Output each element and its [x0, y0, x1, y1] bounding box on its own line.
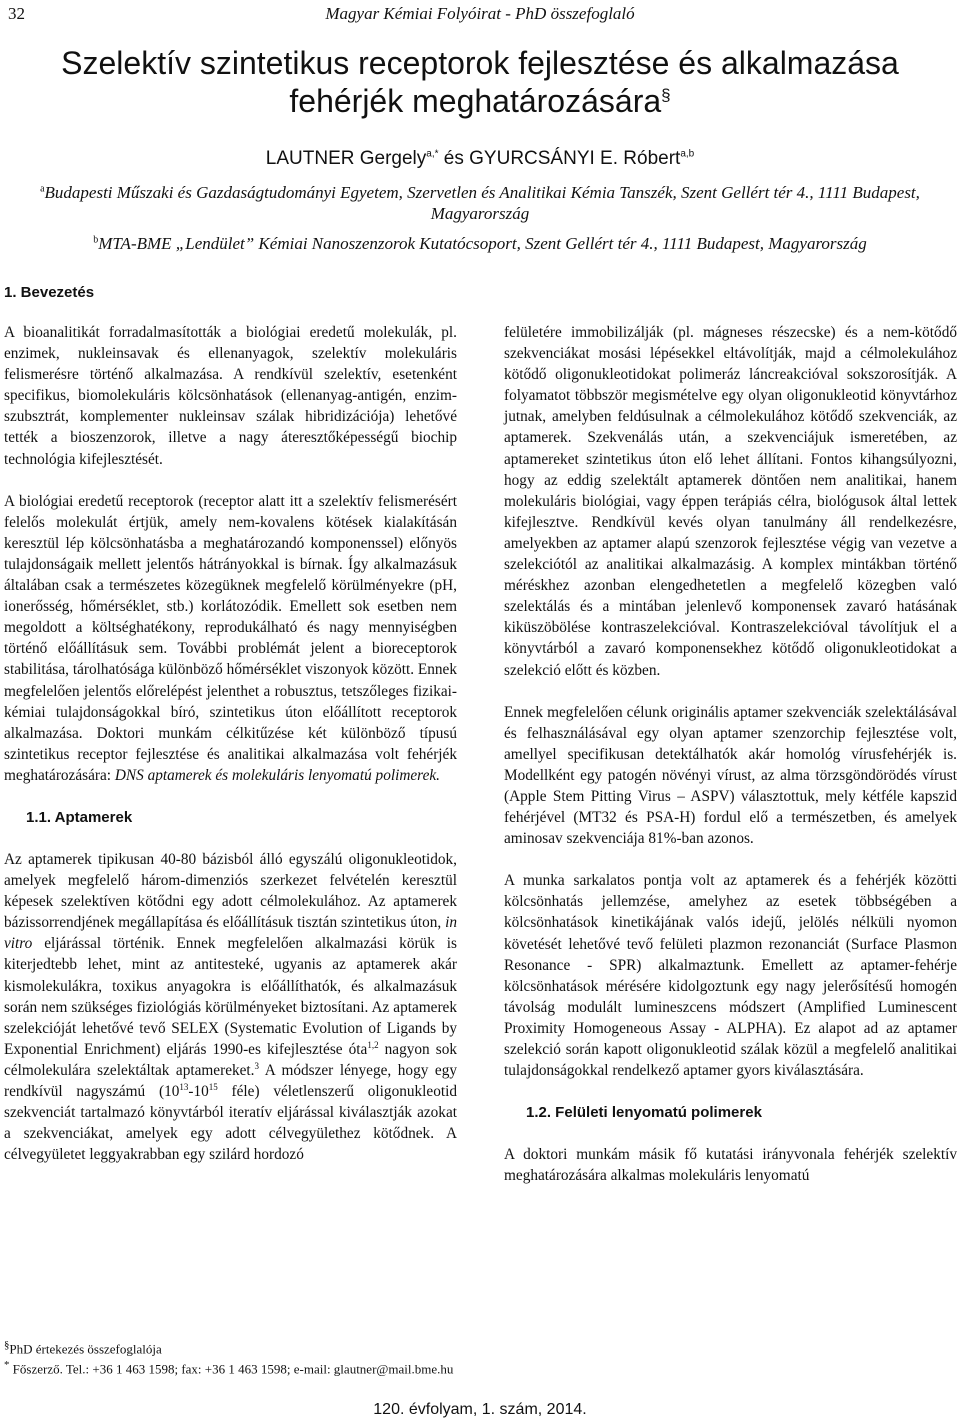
author-1: LAUTNER Gergely: [265, 148, 427, 169]
paragraph-italic: DNS aptamerek és molekuláris lenyomatú polimerek.: [114, 766, 440, 784]
issue-footer: 120. évfolyam, 1. szám, 2014.: [373, 1401, 587, 1418]
running-header: Magyar Kémiai Folyóirat - PhD összefoglaló: [325, 4, 635, 23]
affiliation-a-mark: a: [40, 183, 45, 195]
affiliation-a: [20, 182, 940, 224]
affiliation-b: [20, 233, 940, 254]
footnote-2-text: Főszerző. Tel.: +36 1 463 1598; fax: +36 1 463 1598; e-mail: glautner@mail.bme.hu: [9, 1361, 454, 1377]
article-title: [30, 44, 930, 120]
exponent: 13: [179, 1081, 189, 1092]
left-column: [4, 322, 457, 1165]
exponent: 15: [208, 1081, 218, 1092]
citation: 1,2: [367, 1039, 379, 1050]
paragraph: A bioanalitikát forradalmasították a biológiai eredetű molekulák, pl. enzimek, nukleinsavak és ellenanyagok, szelektív molekuláris felismerésre történő alkalmazása. A rendkívül szelektív, esetenként specifikus, biomolekuláris kölcsönhatások (ellenanyag-antigén, enzim-szubsztrát, komplementer nukleinsav szálak hibridizációja) lehetővé tették a bioszenzorok, illetve a nagy áteresztőképességű biochip technológia kifejlesztését.: [4, 324, 457, 468]
paragraph-text: eljárással történik. Ennek megfelelően alkalmazási körük is kiterjedtebb lehet, mint az antitesteké, ugyanis az aptamerek akár kismolekulákra, toxikus anyagokra is előállíthatók, és alkalmazásuk során nem szükséges fiziológiás körülményeket biztosítani. Az aptamerek szelekcióját lehetővé tevő SELEX (Systematic Evolution of Ligands by Exponential Enrichment) eljárás 1990-es kifejlesztése óta: [4, 935, 457, 1058]
paragraph-text: -10: [188, 1083, 209, 1100]
subsection-title-imprinted-polymers: 1.2. Felületi lenyomatú polimerek: [526, 1104, 762, 1122]
right-column: [504, 322, 957, 1186]
title-line-2: [30, 82, 930, 120]
title-line-1: Szelektív szintetikus receptorok fejlesztése és alkalmazása: [61, 45, 899, 81]
title-line-2-text: fehérjék meghatározására: [289, 83, 662, 119]
title-footnote-mark: §: [661, 85, 671, 105]
subsection-title-aptamers: 1.1. Aptamerek: [26, 808, 133, 826]
authors: [0, 148, 960, 170]
author-1-affil: a,*: [426, 148, 439, 160]
footnote-2-mark: *: [4, 1359, 10, 1372]
footnote-1-mark: §: [4, 1339, 10, 1351]
paragraph-text: nagyon sok célmolekulára szelektáltak aptamereket.: [4, 1040, 457, 1079]
paragraph-italic: in vitro: [4, 914, 457, 953]
paragraph-text: A biológiai eredetű receptorok (receptor alatt itt a szelektív felismerésért felelős molekulát értjük, amely nem-kovalens kötések kialakításán keresztül lép kölcsönhatásba a meghatározandó komponenssel) előnyös tulajdonságaik mellett jelentős hátrányokkal is bírnak. Így alkalmazásuk általában csak a természetes közegüknek megfelelő körülményekre (pH, ionerősség, hőmérséklet, stb.) korlátozódik. Emellett sok esetben nem megoldott a költséghatékony, reprodukálható és nagy mennyiségben történő előállításuk sem. További problémát jelent a bioreceptorok stabilitása, tárolhatósága különböző hőmérséklet viszonyok között. Ennek megfelelően jelentős előrelépést jelenthet a robusztus, tetszőleges fizikai-kémiai tulajdonságokkal bíró, szintetikus úton előállított receptorok alkalmazása. Doktori munkám célkitűzése két különböző típusú szintetikus receptor fejlesztése és analitikai alkalmazása volt fehérjék meghatározására:: [4, 492, 457, 784]
affiliation-b-mark: b: [93, 234, 99, 246]
paragraph-text: féle) véletlenszerű oligonukleotid szekvenciát tartalmazó könyvtárból iteratív eljárással kiválasztják azokat a szekvenciákat, amelyek egy adott célvegyülethez kötődnek. A célvegyületet leggyakrabban egy szilárd hordozó: [4, 1083, 458, 1164]
paragraph-text: A módszer lényege, hogy egy rendkívül nagyszámú (10: [4, 1061, 457, 1100]
footnote-1-text: PhD értekezés összefoglalója: [9, 1341, 162, 1357]
footnote-2: [4, 1357, 604, 1377]
paragraph: A munka sarkalatos pontja volt az aptamerek és a fehérjék közötti kölcsönhatás jellemzése, amelyhez az esetek többségében a kölcsönhatások kinetikájának valós idejű, jelölés nélküli nyomon követését lehetővé tevő felületi plazmon rezonanciát (Surface Plasmon Resonance - SPR) alkalmaztunk. Emellett az aptamer-fehérje kölcsönhatások mérésére kidolgoztunk egy nagy jelerősítésű homogén távolság modulált lumineszcens módszert (Amplified Luminescent Proximity Homogeneous Assay - ALPHA). Ez alapot ad az aptamer szelekció során kapott oligonukleotid szálak közül a megfelelő analitikai tulajdonságokkal rendelkező aptamer gyors kiválasztására.: [504, 872, 957, 1080]
paragraph: Ennek megfelelően célunk originális aptamer szekvenciák szelektálásával és felhasználásával egy olyan aptamer szenzorchip fejlesztése volt, amellyel specifikusan detektálhatók akár homológ vírusfehérjék is. Modellként egy patogén növényi vírust, az alma törzsgöndörödés vírust (Apple Stem Pitting Virus – ASPV) választottuk, mely kétféle kapszid fehérjével (MT32 és PSA-H) fordul elő a természetben, és amelyek aminosav szekvenciája 81%-ban azonos.: [504, 703, 957, 848]
paragraph: felületére immobilizálják (pl. mágneses részecske) és a nem-kötődő szekvenciákat mosási lépésekkel eltávolítják, majd a célmolekulához kötődő oligonukleotidokat polimeráz láncreakcióval sokszorosítják. A folyamatot többször megismételve egy olyan oligonukleotid könyvtárhoz jutnak, amelyben feldúsulnak a célmolekulához kötődő szekvenciák, az aptamerek. Szekvenálás után, a szekvenciájuk ismeretében, az aptamereket szintetikus úton elő lehet állítani. Fontos kihangsúlyozni, hogy az eddig szelektált aptamerek döntően nem analitikai, hanem molekuláris biológiai, vagy éppen terápiás célra, biológusok által lettek kifejlesztve. Rendkívül kevés olyan tanulmány áll rendelkezésre, amelyekben az aptamer alapú szenzorok fejlesztése végig van vezetve a szelekciótól az analitikai alkalmazásig. A komplex mintákban történő méréskhez azonban elengedhetetlen a megfelelő közegben való szelektálás és a mintában jelenlevő komponensek zavaró hatásának kiküszöbölése kontraszelekcióval. Kontraszelekcióval távolítjuk el a könyvtárból a zavaró komponensekhez kötődő oligonukleotidokat a szelekció előtt és közben.: [504, 324, 957, 679]
citation: 3: [254, 1060, 259, 1071]
author-2-affil: a,b: [680, 148, 695, 160]
page-number: 32: [8, 4, 25, 23]
paragraph: [4, 849, 457, 1165]
affiliation-a-text: Budapesti Műszaki és Gazdaságtudományi Egyetem, Szervetlen és Analitikai Kémia Tanszék, Szent Gellért tér 4., 1111 Budapest, Magyarország: [44, 183, 920, 223]
affiliation-b-text: MTA-BME „Lendület” Kémiai Nanoszenzorok Kutatócsoport, Szent Gellért tér 4., 1111 Budapest, Magyarország: [98, 234, 867, 253]
paragraph-text: Az aptamerek tipikusan 40-80 bázisból álló egyszálú oligonukleotidok, amelyek megfelelő három-dimenziós szerkezet felvételén keresztül képesek szelektíven kötődni egy adott célmolekulához. Az aptamerek bázissorrendjének megállapítása és előállításuk tisztán szintetikus úton,: [4, 850, 457, 932]
section-title-introduction: 1. Bevezetés: [4, 284, 95, 301]
paragraph: [4, 491, 457, 786]
footnotes: [4, 1337, 604, 1378]
paragraph: A doktori munkám másik fő kutatási irányvonala fehérjék szelektív meghatározására alkalmas molekuláris lenyomatú: [504, 1146, 957, 1185]
author-2: és GYURCSÁNYI E. Róbert: [438, 148, 681, 169]
footnote-1: [4, 1337, 604, 1357]
